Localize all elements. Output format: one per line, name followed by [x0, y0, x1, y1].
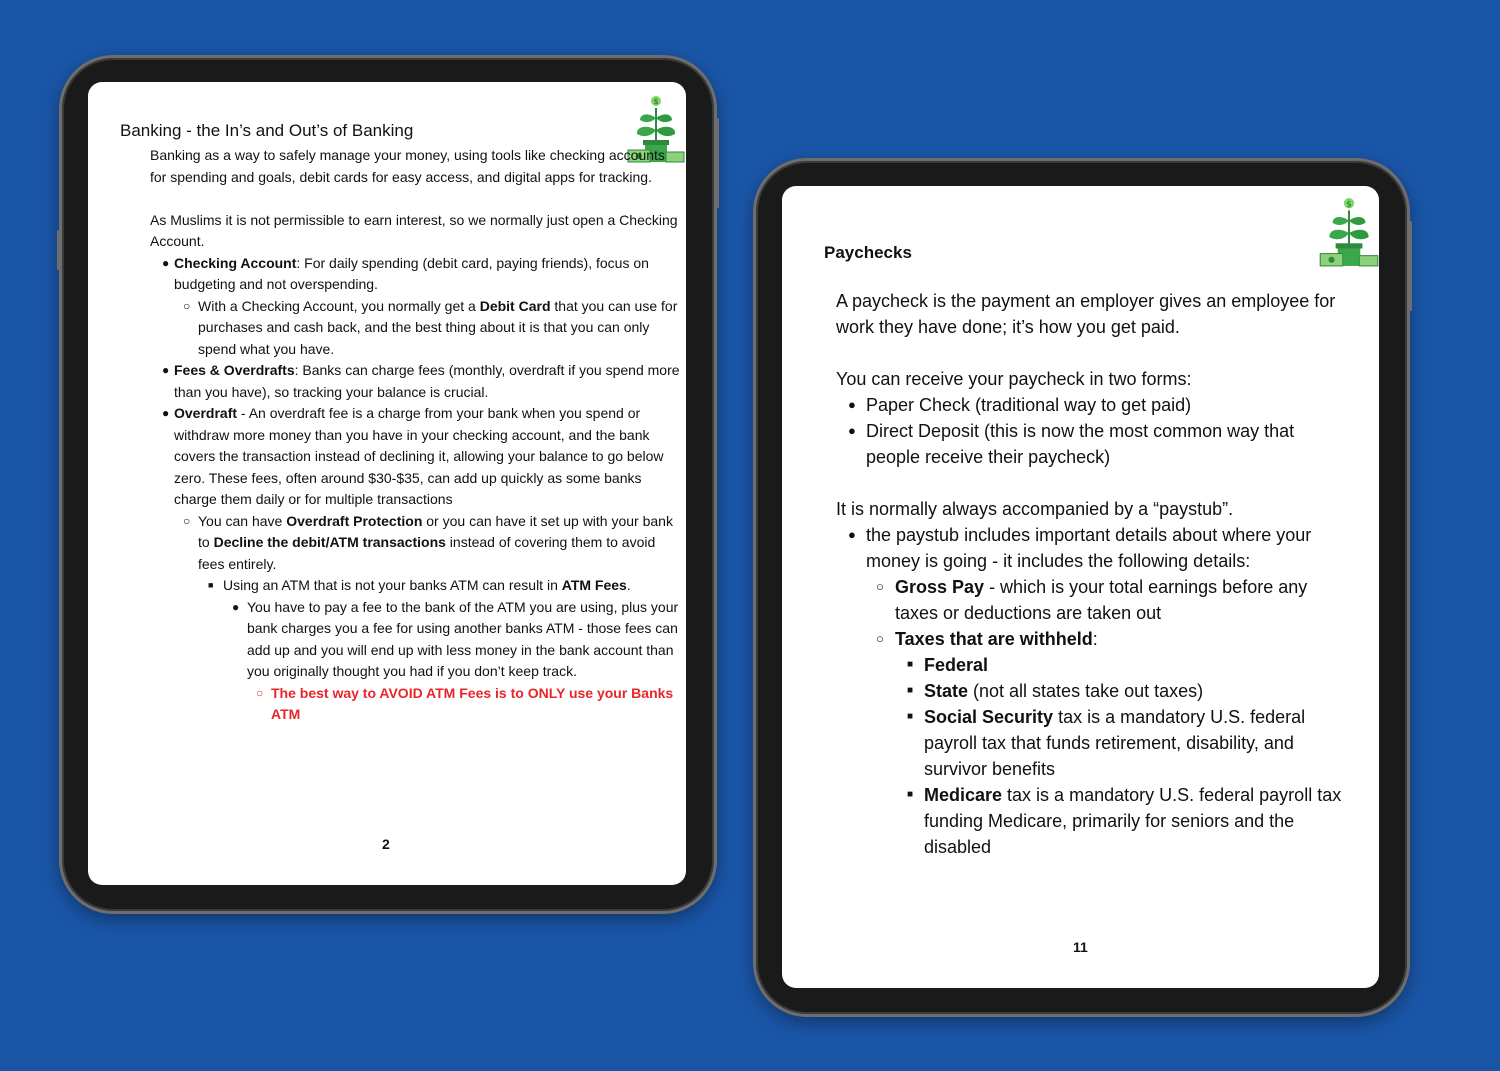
right-page [782, 186, 1379, 988]
list-item-gross-pay: ○ Gross Pay - which is your total earnings before any taxes or deductions are taken out [876, 577, 1308, 623]
state-term: State [924, 681, 969, 701]
left-page-content [120, 110, 680, 726]
ss-text: tax is a mandatory U.S. federal payroll tax that funds retirement, disability, and survivor benefits [924, 707, 1306, 779]
list-item-protection: ○ You can have Overdraft Protection or you can have it set up with your bank to Decline the debit/ATM transactions instead of covering them to avoid fees entirely. [183, 512, 673, 572]
list-item-atm-tip: ○ The best way to AVOID ATM Fees is to ONLY use your Banks ATM [256, 684, 674, 722]
federal-term: Federal [924, 655, 989, 675]
side-button [1409, 221, 1412, 311]
page-title: Banking - the In’s and Out’s of Banking [120, 121, 414, 140]
protection-mid: or you can have it set up with your bank to [198, 512, 673, 550]
muslim-note: As Muslims it is not permissible to earn interest, so we normally just open a Checking Account. [150, 211, 678, 249]
decline-term: Decline the debit/ATM transactions [213, 534, 446, 550]
tablet-left [59, 55, 717, 914]
ss-term: Social Security [924, 707, 1054, 727]
list-item-debit: ○ With a Checking Account, you normally get a Debit Card that you can use for purchases and cash back, and the best thing about it is that you can only spend what you have. [183, 297, 678, 357]
taxes-colon: : [1092, 629, 1098, 649]
form-direct: Direct Deposit (this is now the most common way that people receive their paycheck) [866, 421, 1295, 467]
atm-tip: The best way to AVOID ATM Fees is to ONLY use your Banks ATM [271, 684, 674, 722]
list-item-direct-deposit: ● Direct Deposit (this is now the most common way that people receive their paycheck) [848, 421, 1295, 467]
right-page-content [822, 236, 1352, 860]
side-button [716, 118, 719, 208]
page-number: 11 [1073, 939, 1088, 955]
atm-detail: You have to pay a fee to the bank of the ATM you are using, plus your bank charges you a fee for using another banks ATM - those fees can add up and you will end up with less money in the bank account than you originally thought you had if you don’t keep track. [247, 598, 679, 679]
debit-pre: With a Checking Account, you normally get a [198, 297, 480, 314]
volume-button [57, 230, 60, 270]
form-paper: Paper Check (traditional way to get paid) [866, 395, 1192, 415]
protection-post: instead of covering them to avoid fees entirely. [198, 534, 656, 572]
list-item-atm-detail: ● You have to pay a fee to the bank of the ATM you are using, plus your bank charges you a fee for using another banks ATM - those fees can add up and you will end up with less money in the bank account than you originally thought you had if you don’t keep track. [232, 598, 679, 679]
list-item-paper-check: ● Paper Check (traditional way to get paid) [848, 395, 1192, 415]
gross-text: - which is your total earnings before any taxes or deductions are taken out [895, 577, 1308, 623]
checking-term: Checking Account [174, 254, 297, 271]
taxes-term: Taxes that are withheld [895, 629, 1093, 649]
intro-text: A paycheck is the payment an employer gives an employee for work they have done; it’s how you get paid. [836, 291, 1336, 337]
list-item-paystub: ● the paystub includes important details about where your money is going - it includes the following details: [848, 525, 1312, 571]
fees-term: Fees & Overdrafts [174, 362, 295, 378]
list-item-social-security: ■ Social Security tax is a mandatory U.S. federal payroll tax that funds retirement, disability, and survivor benefits [907, 707, 1306, 779]
tablet-right [753, 158, 1410, 1017]
medicare-term: Medicare [924, 785, 1003, 805]
forms-intro: You can receive your paycheck in two forms: [836, 369, 1192, 389]
list-item-checking: ● Checking Account: For daily spending (debit card, paying friends), focus on budgeting and not overspending. [162, 254, 649, 292]
list-item-overdraft: ● Overdraft - An overdraft fee is a charge from your bank when you spend or withdraw more money than you have in your checking account, and the bank covers the transaction instead of declining it, allowing your balance to go below zero. These fees, often around $30-$35, can add up quickly as some banks charge them daily or for multiple transactions [162, 405, 664, 507]
list-item-atm: ■ Using an ATM that is not your banks ATM can result in ATM Fees. [208, 577, 631, 593]
protection-term: Overdraft Protection [286, 512, 423, 529]
overdraft-text: - An overdraft fee is a charge from your bank when you spend or withdraw more money than you have in your checking account, and the bank covers the transaction instead of declining it, allowing your balance to go below zero. These fees, often around $30-$35, can add up quickly as some banks charge them daily or for multiple transactions [174, 405, 664, 507]
atm-term: ATM Fees [561, 577, 627, 593]
left-page [88, 82, 686, 885]
state-text: (not all states take out taxes) [968, 681, 1204, 701]
checking-text: : For daily spending (debit card, paying friends), focus on budgeting and not overspending. [174, 254, 649, 292]
list-item-taxes: ○ Taxes that are withheld: [876, 629, 1098, 649]
debit-term: Debit Card [479, 297, 551, 314]
list-item-fees: ● Fees & Overdrafts: Banks can charge fees (monthly, overdraft if you spend more than you have), so tracking your balance is crucial. [162, 362, 680, 400]
list-item-state: ■ State (not all states take out taxes) [907, 681, 1204, 701]
list-item-medicare: ■ Medicare tax is a mandatory U.S. federal payroll tax funding Medicare, primarily for seniors and the disabled [907, 785, 1342, 857]
paystub-detail: the paystub includes important details about where your money is going - it includes the following details: [866, 525, 1312, 571]
page-number: 2 [382, 836, 390, 852]
debit-post: that you can use for purchases and cash back, and the best thing about it is that you can only spend what you have. [198, 297, 678, 357]
gross-term: Gross Pay [895, 577, 985, 597]
page-title: Paychecks [824, 243, 912, 262]
intro-text: Banking as a way to safely manage your money, using tools like checking accounts for spending and goals, debit cards for easy access, and digital apps for tracking. [150, 147, 665, 185]
medicare-text: tax is a mandatory U.S. federal payroll tax funding Medicare, primarily for seniors and the disabled [924, 785, 1342, 857]
protection-pre: You can have [198, 512, 287, 529]
overdraft-term: Overdraft [174, 405, 238, 421]
paystub-intro: It is normally always accompanied by a “paystub”. [836, 499, 1234, 519]
atm-pre: Using an ATM that is not your banks ATM can result in [223, 577, 562, 593]
list-item-federal: ■ Federal [907, 655, 989, 675]
fees-text: : Banks can charge fees (monthly, overdraft if you spend more than you have), so tracking your balance is crucial. [174, 362, 680, 400]
atm-post: . [626, 577, 631, 593]
